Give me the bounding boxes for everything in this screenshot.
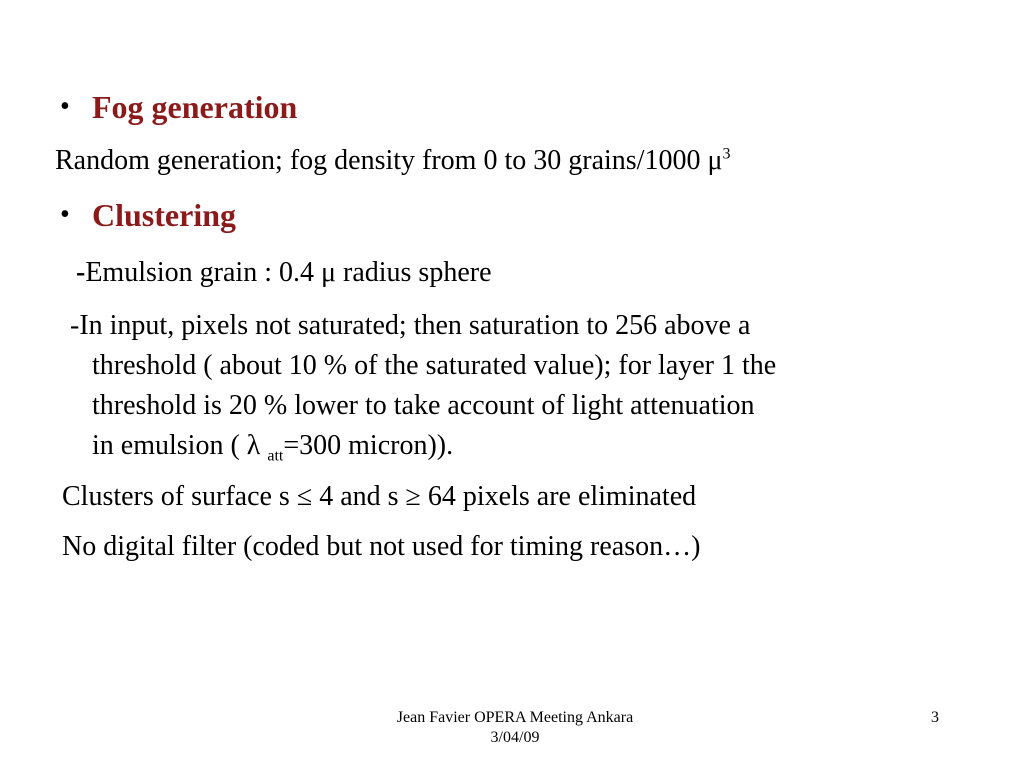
footer-author <box>340 708 690 748</box>
footer-author-line1: Jean Favier OPERA Meeting Ankara <box>396 709 634 726</box>
bullet-clustering: • <box>60 199 70 230</box>
fog-description <box>55 144 730 178</box>
threshold-line-4-pre: in emulsion ( λ <box>92 430 268 461</box>
lambda-subscript: att <box>267 447 284 465</box>
threshold-line-3: threshold is 20 % lower to take account of light attenuation <box>92 390 755 421</box>
digital-filter-line: No digital filter (coded but not used for timing reason…) <box>62 531 701 562</box>
bullet-fog: • <box>60 91 70 122</box>
threshold-line-4 <box>92 429 453 463</box>
footer-author-line2: 3/04/09 <box>490 729 540 746</box>
heading-fog-generation: Fog generation <box>92 89 298 125</box>
heading-clustering: Clustering <box>92 197 236 233</box>
threshold-line-4-post: =300 micron)). <box>283 430 454 461</box>
threshold-line-1: -In input, pixels not saturated; then saturation to 256 above a <box>70 310 751 341</box>
page-number: 3 <box>931 709 939 726</box>
emulsion-grain-text: Emulsion grain : 0.4 μ radius sphere <box>85 257 492 288</box>
fog-description-exponent: 3 <box>722 145 731 163</box>
clusters-eliminated-line: Clusters of surface s ≤ 4 and s ≥ 64 pixels are eliminated <box>62 481 697 512</box>
fog-description-text: Random generation; fog density from 0 to 30 grains/1000 μ <box>55 145 723 176</box>
emulsion-grain-item <box>76 256 492 290</box>
emulsion-grain-dash: - <box>76 257 86 288</box>
threshold-line-2: threshold ( about 10 % of the saturated value); for layer 1 the <box>92 350 777 381</box>
